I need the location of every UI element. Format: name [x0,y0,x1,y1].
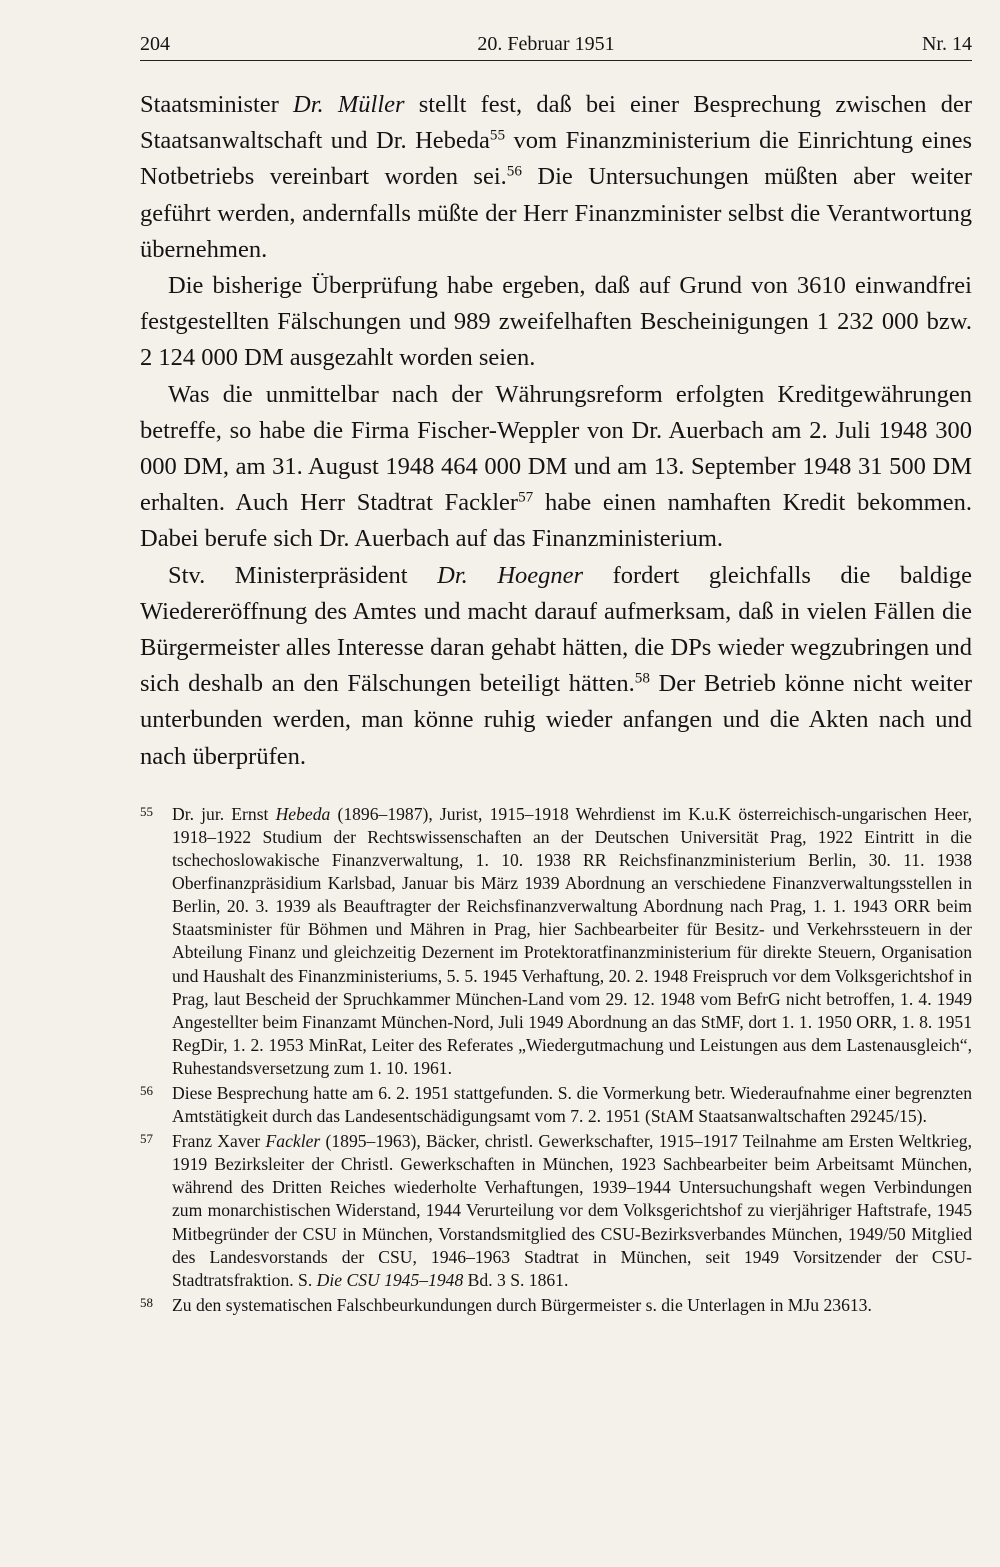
page-number: 204 [140,33,170,55]
text-run: vom Finanzministerium die Einrichtung eines Notbetriebs vereinbart worden sei. [140,127,972,191]
footnote-57 [140,1130,972,1292]
speaker-name: Dr. Hoegner [437,561,584,589]
text-run: Franz Xaver [172,1131,266,1152]
footnote-ref[interactable]: 56 [506,163,522,181]
main-text [140,87,972,775]
text-run: Was die unmittelbar nach der Währungsreform erfolgten Kreditgewährungen betreffe, so habe die Firma Fischer-Weppler von Dr. Auerbach am 2. Juli 1948 300 000 DM, am 31. August 1948 464 000 DM und am 13. September 1948 31 500 DM erhalten. Auch Herr Stadtrat Fackler [140,380,972,517]
paragraph-3 [140,377,972,558]
header-date: 20. Februar 1951 [477,33,615,55]
footnote-58 [140,1294,972,1317]
footnote-ref[interactable]: 55 [489,126,506,144]
text-run: Staatsminister [140,91,294,118]
text-run: (1896–1987), Jurist, 1915–1918 Wehrdienst im K.u.K österreichisch-ungarischen Heer, 1918–1922 Studium der Rechtswissenschaften an der Deutschen Universität Prag, 1922 Eintritt in die tschechoslowakische Finanzverwaltung, 1. 10. 1938 RR Reichsfinanzministerium Berlin, 30. 11. 1938 Oberfinanzpräsidium Karlsbad, Januar bis März 1939 Abordnung an verschiedene Finanzverwaltungsstellen in Berlin, 20. 3. 1939 als Beauftragter der Reichsfinanzverwaltung Abordnung nach Prag, 1. 1. 1943 ORR beim Staatsminister für Böhmen und Mähren in Prag, hier Sachbearbeiter für Besitz- und Verkehrssteuern in der Abteilung Finanz und gleichzeitig Dezernent im Protektoratfinanzministerium für direkte Steuern, Organisation und Haushalt des Finanzministeriums, 5. 5. 1945 Verhaftung, 20. 2. 1948 Freispruch vor dem Volksgerichtshof in Prag, laut Bescheid der Spruchkammer München-Land vom 29. 12. 1948 vom BefrG nicht betroffen, 1. 4. 1949 Angestellter beim Finanzamt München-Nord, Juli 1949 Abordnung an das StMF, dort 1. 1. 1950 ORR, 1. 8. 1951 RegDir, 1. 2. 1953 MinRat, Leiter des Referates „Wiedergutmachung und Leistungen aus dem Lastenausgleich“, Ruhestandsversetzung zum 1. 10. 1961. [172,803,972,1078]
text-run: Bd. 3 S. 1861. [463,1269,569,1290]
text-run: Diese Besprechung hatte am 6. 2. 1951 stattgefunden. S. die Vormerkung betr. Wiederaufnahme einer begrenzten Amtstätigkeit durch das Landesentschädigungsamt vom 7. 2. 1951 (StAM Staatsanwaltschaften 29245/15). [172,1082,972,1127]
text-run: Die Untersuchungen müßten aber weiter geführt werden, andernfalls müßte der Herr Finanzminister selbst die Verantwortung übernehmen. [140,163,972,263]
text-run: Der Betrieb könne nicht weiter unterbunden werden, man könne ruhig wieder anfangen und die Akten nach und nach überprüfen. [140,670,972,770]
footnote-55 [140,803,972,1080]
text-run: Zu den systematischen Falschbeurkundungen durch Bürgermeister s. die Unterlagen in MJu 23613. [172,1294,872,1315]
paragraph-2: Die bisherige Überprüfung habe ergeben, daß auf Grund von 3610 einwandfrei festgestellten Fälschungen und 989 zweifelhaften Bescheinigungen 1 232 000 bzw. 2 124 000 DM ausgezahlt worden seien. [140,272,972,372]
speaker-name: Dr. Müller [293,91,405,118]
paragraph-4 [140,558,972,775]
person-name: Hebeda [275,803,331,824]
running-header [140,30,972,61]
footnote-56 [140,1082,972,1128]
text-run: habe einen namhaften Kredit bekommen. Dabei berufe sich Dr. Auerbach auf das Finanzministerium. [140,489,972,553]
text-run: Stv. Ministerpräsident [168,561,438,589]
footnote-number: 56 [140,1082,153,1098]
footnote-number: 55 [140,803,153,819]
footnote-ref[interactable]: 57 [518,488,534,506]
document-page [140,30,972,1317]
text-run: stellt fest, daß bei einer Besprechung zwischen der Staatsanwaltschaft und Dr. Hebeda [140,91,972,155]
paragraph-1 [140,87,972,268]
issue-number: Nr. 14 [921,33,972,55]
footnote-number: 57 [140,1131,153,1147]
text-run: fordert gleichfalls die baldige Wiedereröffnung des Amtes und macht darauf aufmerksam, daß in vielen Fällen die Bürgermeister alles Interesse daran gehabt hätten, die DPs wieder wegzubringen und sich deshalb an den Fälschungen beteiligt hätten. [140,561,972,698]
text-run: (1895–1963), Bäcker, christl. Gewerkschafter, 1915–1917 Teilnahme am Ersten Weltkrieg, 1919 Bezirksleiter der Christl. Gewerkschaften in München, 1923 Sachbearbeiter beim Arbeitsamt München, während des Dritten Reiches wiederholte Verhaftungen, 1939–1944 Untersuchungshaft wegen Verbindungen zum monarchistischen Widerstand, 1944 Verurteilung vor dem Volksgerichtshof zu vierjähriger Haftstrafe, 1945 Mitbegründer der CSU in München, Vorstandsmitglied des CSU-Bezirksverbandes München, 1949/50 Mitglied des Landesvorstands der CSU, 1946–1963 Stadtrat in München, seit 1949 Vorsitzender der CSU-Stadtratsfraktion. S. [172,1131,972,1290]
footnotes [140,803,972,1317]
person-name: Fackler [265,1131,321,1152]
footnote-number: 58 [140,1294,153,1310]
footnote-ref[interactable]: 58 [634,669,650,687]
book-title: Die CSU 1945–1948 [316,1269,464,1290]
text-run: Dr. jur. Ernst [172,803,276,824]
